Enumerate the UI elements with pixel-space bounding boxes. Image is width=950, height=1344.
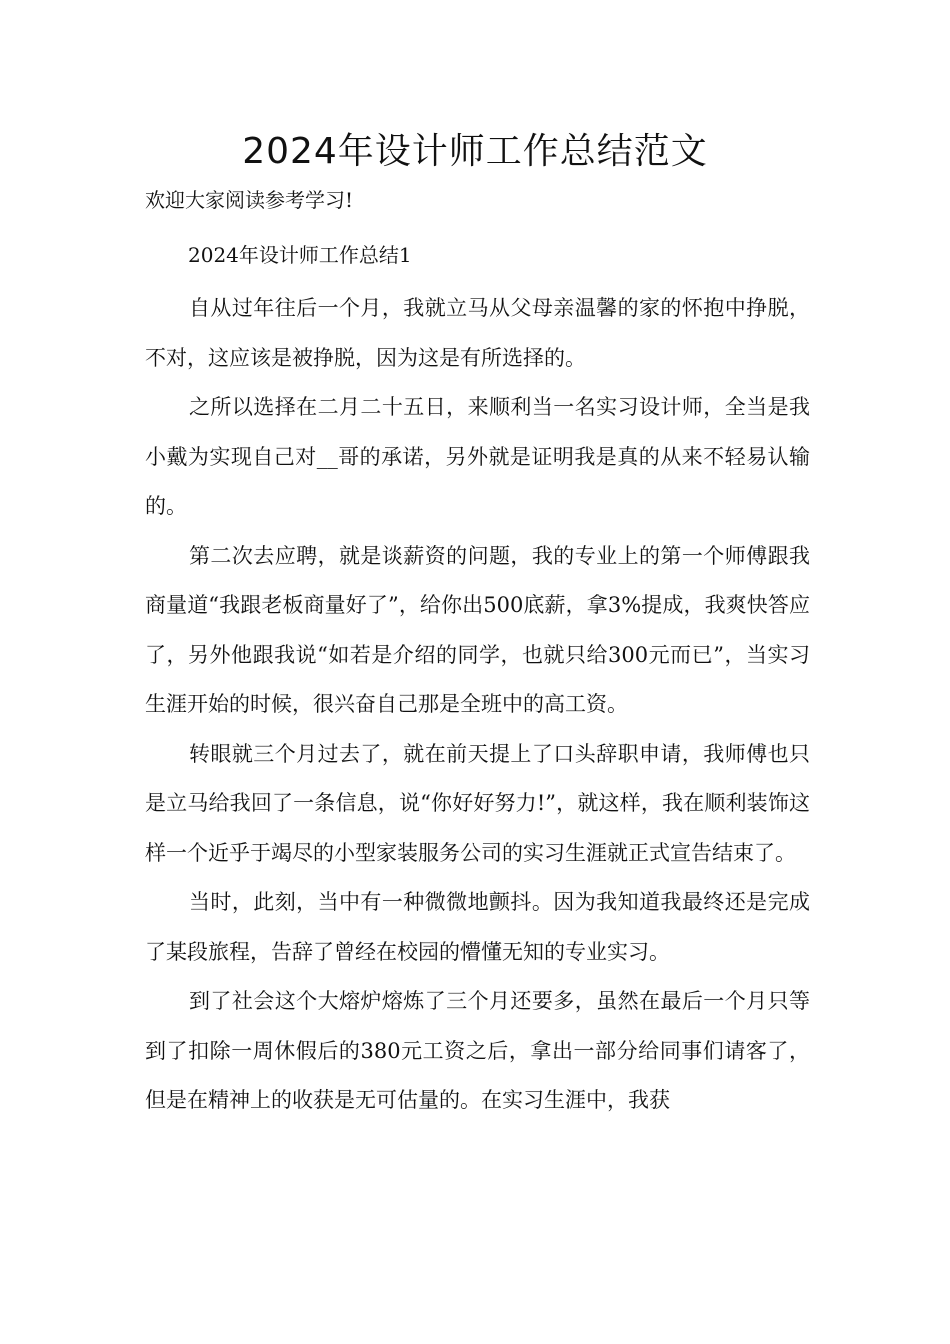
intro-line: 欢迎大家阅读参考学习!	[145, 188, 354, 212]
paragraph: 自从过年往后一个月，我就立马从父母亲温馨的家的怀抱中挣脱，不对，这应该是被挣脱，因为这是有所选择的。	[145, 296, 810, 370]
paragraph: 转眼就三个月过去了，就在前天提上了口头辞职申请，我师傅也只是立马给我回了一条信息，说“你好好努力!”，就这样，我在顺利装饰这样一个近乎于竭尽的小型家装服务公司的实习生涯就正式宣告结束了。	[145, 741, 810, 865]
paragraph: 当时，此刻，当中有一种微微地颤抖。因为我知道我最终还是完成了某段旅程，告辞了曾经在校园的懵懂无知的专业实习。	[145, 890, 810, 964]
section-subtitle: 2024年设计师工作总结1	[188, 243, 412, 267]
paragraph: 第二次去应聘，就是谈薪资的问题，我的专业上的第一个师傅跟我商量道“我跟老板商量好了”，给你出500底薪，拿3%提成，我爽快答应了，另外他跟我说“如若是介绍的同学，也就只给300元而已”，当实习生涯开始的时候，很兴奋自己那是全班中的高工资。	[145, 543, 810, 716]
document-title: 2024年设计师工作总结范文	[242, 131, 708, 172]
body-text	[145, 284, 810, 1126]
paragraph: 到了社会这个大熔炉熔炼了三个月还要多，虽然在最后一个月只等到了扣除一周休假后的380元工资之后，拿出一部分给同事们请客了，但是在精神上的收获是无可估量的。在实习生涯中，我获	[145, 989, 810, 1112]
paragraph: 之所以选择在二月二十五日，来顺利当一名实习设计师，全当是我小戴为实现自己对__哥的承诺，另外就是证明我是真的从来不轻易认输的。	[145, 395, 810, 518]
